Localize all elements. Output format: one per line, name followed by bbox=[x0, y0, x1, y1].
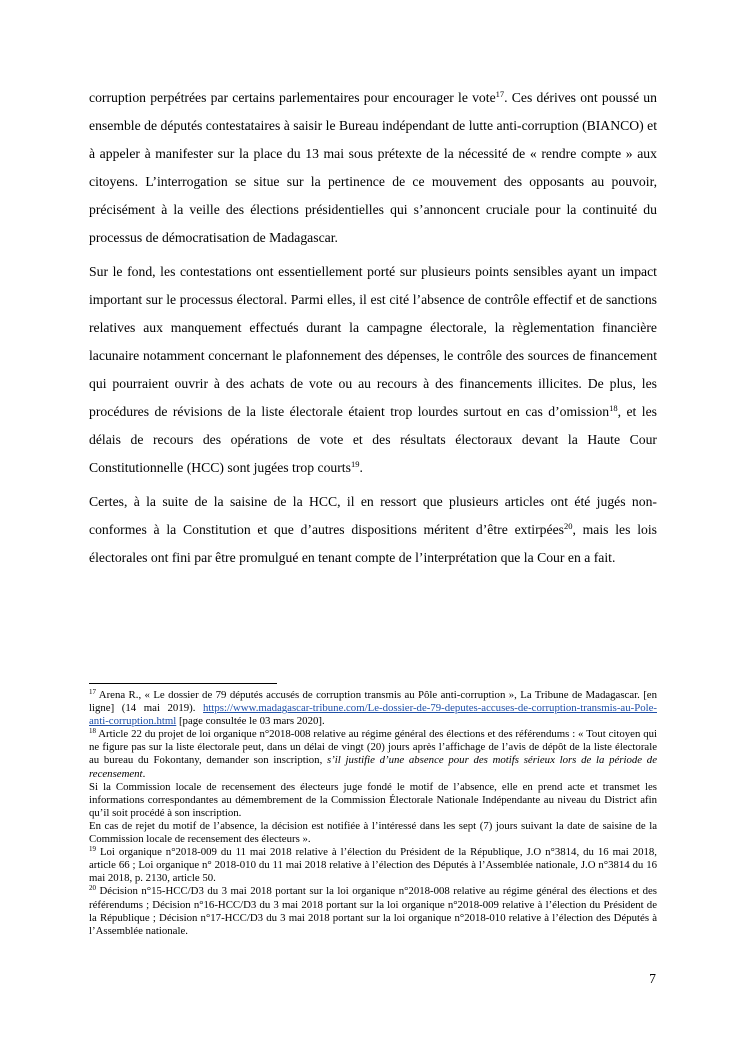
footnote-18-text-after: . bbox=[142, 767, 146, 780]
footnote-18-line-3: En cas de rejet du motif de l’absence, la décision est notifiée à l’intéressé dans les sept (7) jours suivant la date de saisine de la Commission locale de recensement des électeurs ». bbox=[89, 819, 657, 846]
paragraph-1 bbox=[89, 84, 657, 252]
paragraph-3-text-a: Certes, à la suite de la saisine de la HCC, il en ressort que plusieurs articles ont été jugés non-conformes à la Constitution et que d’autres dispositions méritent d’être extirpées bbox=[89, 494, 657, 537]
footnotes bbox=[89, 689, 657, 938]
footnote-20 bbox=[89, 885, 657, 937]
footnote-20-text: Décision n°15-HCC/D3 du 3 mai 2018 portant sur la loi organique n°2018-008 relative au régime général des élections et des référendums ; Décision n°16-HCC/D3 du 3 mai 2018 portant sur la loi organique n°2018-009 relative à l’élection du Président de la République ; Décision n°17-HCC/D3 du 3 mai 2018 portant sur la loi organique n°2018-010 relative à l’élection des Députés à l’Assemblée nationale. bbox=[89, 885, 657, 937]
paragraph-2 bbox=[89, 258, 657, 482]
footnote-17 bbox=[89, 689, 657, 728]
footnote-18-text: Article 22 du projet de loi organique n°2018-008 relative au régime général des élections et des référendums : « Tout citoyen qui ne figure pas sur la liste électorale peut, dans un délai de vingt (20) jours après l’affichage de l’avis de dépôt de la liste électorale au bureau du Fokontany, demander son inscription, bbox=[89, 728, 657, 767]
footnote-ref-17[interactable]: 17 bbox=[495, 89, 505, 99]
page-number: 7 bbox=[649, 971, 656, 986]
paragraph-2-text-c: . bbox=[359, 460, 363, 475]
footnote-17-text: Arena R., « Le dossier de 79 députés accusés de corruption transmis au Pôle anti-corruption », La Tribune de Madagascar. [en ligne] (14 mai 2019). bbox=[89, 689, 657, 715]
footnote-18-italic-text: s’il justifie d’une absence pour des motifs sérieux lors de la période de recensement bbox=[89, 754, 657, 780]
footnote-separator bbox=[89, 683, 277, 684]
footnote-18-line-2: Si la Commission locale de recensement des électeurs juge fondé le motif de l’absence, elle en prend acte et transmet les informations correspondantes au démembrement de la Commission Électorale Nationale Indépendante au niveau du District afin qu’il soit procédé à son inscription. bbox=[89, 780, 657, 819]
paragraph-2-text-b: , et les délais de recours des opérations de vote et des résultats électoraux devant la Haute Cour Constitutionnelle (HCC) sont jugées trop courts bbox=[89, 404, 657, 475]
paragraph-3-text-b: , mais les lois électorales ont fini par être promulgué en tenant compte de l’interprétation que la Cour en a fait. bbox=[89, 522, 657, 565]
paragraph-3 bbox=[89, 488, 657, 572]
footnote-17-text-after: [page consultée le 03 mars 2020]. bbox=[176, 715, 325, 728]
footnote-19 bbox=[89, 846, 657, 885]
footnote-18-number: 18 bbox=[89, 727, 96, 736]
footnote-ref-19[interactable]: 19 bbox=[350, 459, 360, 469]
paragraph-1-text-b: . Ces dérives ont poussé un ensemble de députés contestataires à saisir le Bureau indépendant de lutte anti-corruption (BIANCO) et à appeler à manifester sur la place du 13 mai sous prétexte de la nécessité de « rendre compte » aux citoyens. L’interrogation se situe sur la pertinence de ce mouvement des opposants au pouvoir, précisément à la veille des élections présidentielles qui s’annoncent cruciale pour la continuité du processus de démocratisation de Madagascar. bbox=[89, 90, 657, 245]
footnote-19-text: Loi organique n°2018-009 du 11 mai 2018 relative à l’élection du Président de la République, J.O n°3814, du 16 mai 2018, article 66 ; Loi organique n° 2018-010 du 11 mai 2018 relative à l’élection des Députés à l’Assemblée nationale, J.O n°3814 du 16 mai 2018, p. 2130, article 50. bbox=[89, 846, 657, 885]
paragraph-1-text-a: corruption perpétrées par certains parlementaires pour encourager le vote bbox=[89, 90, 496, 105]
footnote-17-link[interactable]: https://www.madagascar-tribune.com/Le-dossier-de-79-deputes-accuses-de-corruption-transmis-au-Pole-anti-corruption.html bbox=[89, 702, 657, 728]
paragraph-2-text-a: Sur le fond, les contestations ont essentiellement porté sur plusieurs points sensibles ayant un impact important sur le processus électoral. Parmi elles, il est cité l’absence de contrôle effectif et de sanctions relatives aux manquement effectués durant la campagne électorale, la règlementation financière lacunaire notamment concernant le plafonnement des dépenses, le contrôle des sources de financement qui pourraient ouvrir à des achats de vote ou au recours à des financements illicites. De plus, les procédures de révisions de la liste électorale étaient trop lourdes surtout en cas d’omission bbox=[89, 264, 657, 419]
body-text bbox=[89, 84, 657, 578]
footnote-19-number: 19 bbox=[89, 845, 96, 854]
footnote-20-number: 20 bbox=[89, 884, 96, 893]
footnote-18 bbox=[89, 728, 657, 780]
footnote-ref-18[interactable]: 18 bbox=[609, 403, 618, 413]
footnote-ref-20[interactable]: 20 bbox=[563, 521, 573, 531]
footnote-17-number: 17 bbox=[89, 688, 96, 696]
